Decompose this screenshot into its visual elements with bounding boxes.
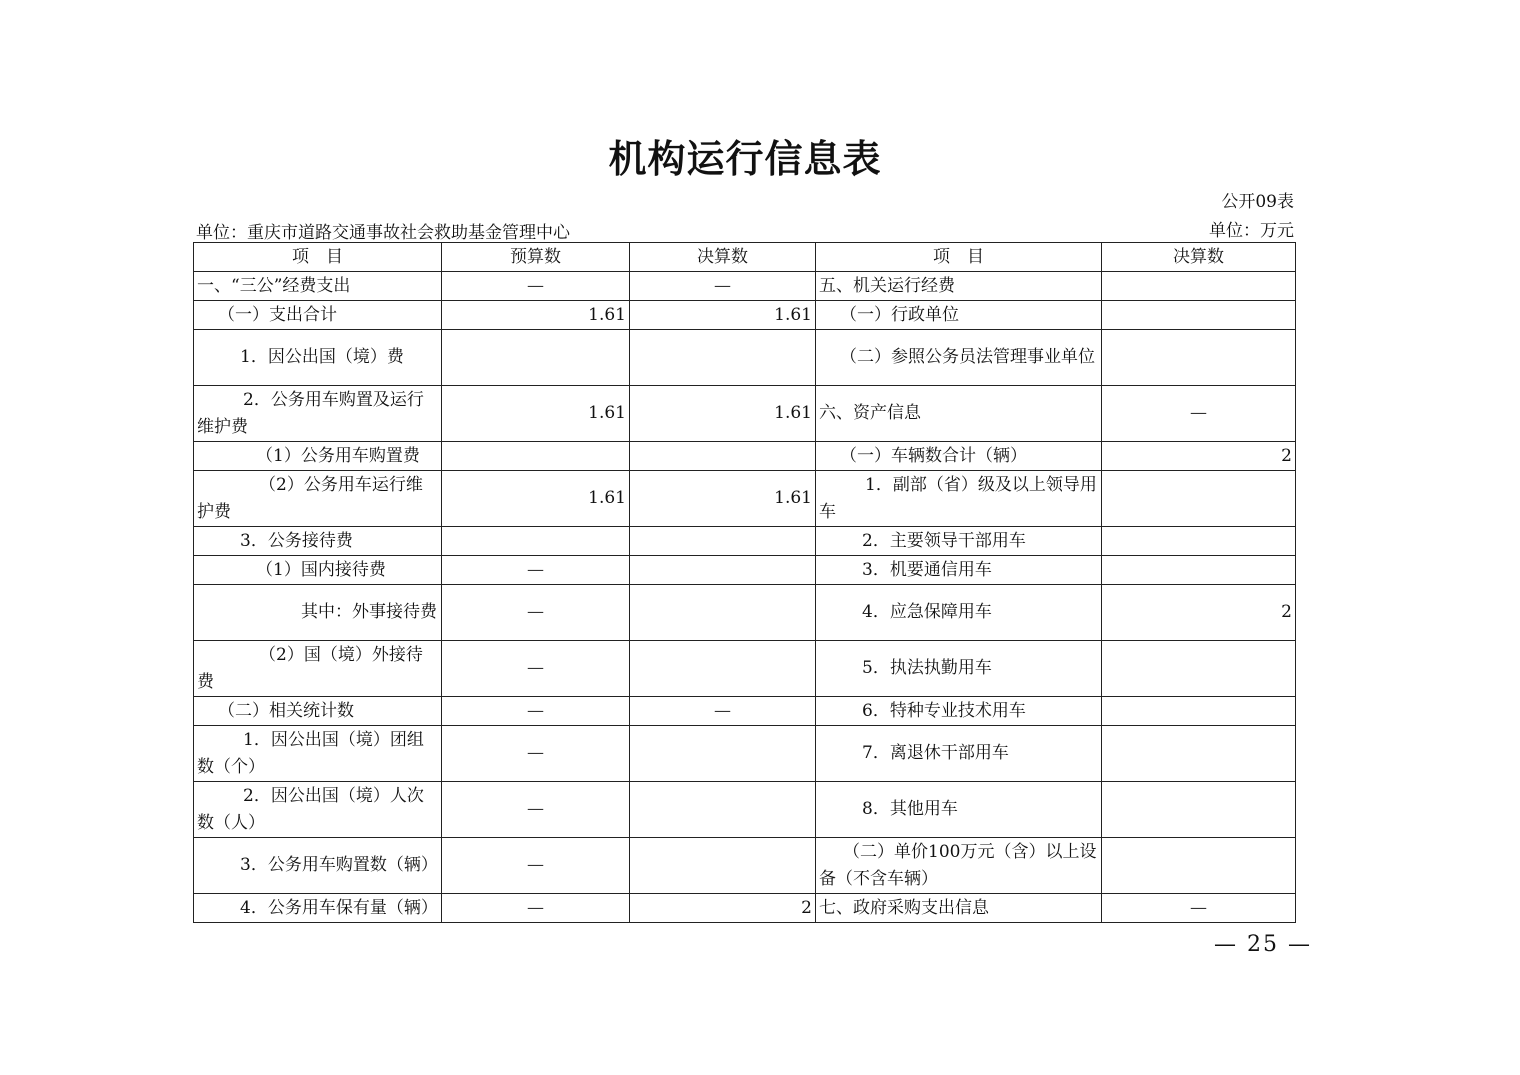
row-budget: — bbox=[442, 272, 630, 301]
table-row bbox=[194, 272, 1296, 301]
unit-currency: 单位：万元 bbox=[1209, 221, 1294, 241]
table-row bbox=[194, 386, 1296, 442]
row-final-right bbox=[1102, 726, 1296, 782]
row-label-right: 2．主要领导干部用车 bbox=[816, 527, 1102, 556]
row-final: 1.61 bbox=[630, 386, 816, 442]
table-header-row bbox=[194, 243, 1296, 272]
unit-organization: 单位：重庆市道路交通事故社会救助基金管理中心 bbox=[196, 223, 570, 243]
table-row bbox=[194, 527, 1296, 556]
table-row bbox=[194, 301, 1296, 330]
row-label-left: 2．公务用车购置及运行维护费 bbox=[194, 386, 442, 442]
row-label-left: 4．公务用车保有量（辆） bbox=[194, 894, 442, 923]
row-label-left: （2）国（境）外接待费 bbox=[194, 641, 442, 697]
row-final-right bbox=[1102, 556, 1296, 585]
row-final-right bbox=[1102, 471, 1296, 527]
row-label-right: （二）参照公务员法管理事业单位 bbox=[816, 330, 1102, 386]
row-final: 1.61 bbox=[630, 471, 816, 527]
row-budget: 1.61 bbox=[442, 301, 630, 330]
table-row bbox=[194, 641, 1296, 697]
row-final: — bbox=[630, 272, 816, 301]
header-item-right: 项 目 bbox=[816, 243, 1102, 272]
page-number: — 25 — bbox=[1214, 932, 1312, 957]
row-final-right bbox=[1102, 838, 1296, 894]
row-label-right: 4．应急保障用车 bbox=[816, 585, 1102, 641]
row-final bbox=[630, 442, 816, 471]
row-budget: — bbox=[442, 894, 630, 923]
row-label-right: 六、资产信息 bbox=[816, 386, 1102, 442]
row-label-right: 5．执法执勤用车 bbox=[816, 641, 1102, 697]
header-final-left: 决算数 bbox=[630, 243, 816, 272]
table-row bbox=[194, 838, 1296, 894]
row-budget: — bbox=[442, 726, 630, 782]
row-final-right: — bbox=[1102, 386, 1296, 442]
row-label-right: 七、政府采购支出信息 bbox=[816, 894, 1102, 923]
row-label-right: （一）车辆数合计（辆） bbox=[816, 442, 1102, 471]
row-final bbox=[630, 330, 816, 386]
row-budget: — bbox=[442, 782, 630, 838]
table-row bbox=[194, 585, 1296, 641]
row-final: 1.61 bbox=[630, 301, 816, 330]
row-final bbox=[630, 641, 816, 697]
row-final bbox=[630, 838, 816, 894]
row-budget: — bbox=[442, 838, 630, 894]
row-budget bbox=[442, 442, 630, 471]
row-label-right: 五、机关运行经费 bbox=[816, 272, 1102, 301]
row-final: 2 bbox=[630, 894, 816, 923]
row-label-right: （二）单价100万元（含）以上设备（不含车辆） bbox=[816, 838, 1102, 894]
row-final-right bbox=[1102, 641, 1296, 697]
table-row bbox=[194, 556, 1296, 585]
row-final-right bbox=[1102, 330, 1296, 386]
row-label-left: 其中：外事接待费 bbox=[194, 585, 442, 641]
row-label-right: 7．离退休干部用车 bbox=[816, 726, 1102, 782]
row-budget: 1.61 bbox=[442, 471, 630, 527]
row-budget: — bbox=[442, 556, 630, 585]
header-budget: 预算数 bbox=[442, 243, 630, 272]
row-label-right: 3．机要通信用车 bbox=[816, 556, 1102, 585]
row-label-left: （二）相关统计数 bbox=[194, 697, 442, 726]
row-budget bbox=[442, 330, 630, 386]
row-final-right: 2 bbox=[1102, 585, 1296, 641]
row-final bbox=[630, 527, 816, 556]
row-label-left: 一、“三公”经费支出 bbox=[194, 272, 442, 301]
row-final: — bbox=[630, 697, 816, 726]
row-label-left: （1）国内接待费 bbox=[194, 556, 442, 585]
form-number: 公开09表 bbox=[1221, 192, 1294, 212]
row-budget: 1.61 bbox=[442, 386, 630, 442]
row-final-right bbox=[1102, 697, 1296, 726]
row-label-left: 3．公务用车购置数（辆） bbox=[194, 838, 442, 894]
row-final-right bbox=[1102, 782, 1296, 838]
header-final-right: 决算数 bbox=[1102, 243, 1296, 272]
row-label-left: （一）支出合计 bbox=[194, 301, 442, 330]
table-row bbox=[194, 782, 1296, 838]
row-final bbox=[630, 726, 816, 782]
header-item-left: 项 目 bbox=[194, 243, 442, 272]
row-label-left: 3．公务接待费 bbox=[194, 527, 442, 556]
table-row bbox=[194, 726, 1296, 782]
table-row bbox=[194, 442, 1296, 471]
row-final bbox=[630, 782, 816, 838]
row-final-right: — bbox=[1102, 894, 1296, 923]
row-label-left: （1）公务用车购置费 bbox=[194, 442, 442, 471]
info-table bbox=[193, 242, 1296, 923]
row-label-left: 1．因公出国（境）团组数（个） bbox=[194, 726, 442, 782]
table-row bbox=[194, 697, 1296, 726]
row-label-left: 1．因公出国（境）费 bbox=[194, 330, 442, 386]
page-title: 机构运行信息表 bbox=[608, 137, 882, 181]
row-budget: — bbox=[442, 697, 630, 726]
row-final bbox=[630, 556, 816, 585]
row-final-right bbox=[1102, 301, 1296, 330]
table-row bbox=[194, 894, 1296, 923]
row-final-right: 2 bbox=[1102, 442, 1296, 471]
row-label-left: （2）公务用车运行维护费 bbox=[194, 471, 442, 527]
row-label-right: （一）行政单位 bbox=[816, 301, 1102, 330]
row-final-right bbox=[1102, 527, 1296, 556]
row-label-left: 2．因公出国（境）人次数（人） bbox=[194, 782, 442, 838]
table-row bbox=[194, 330, 1296, 386]
row-budget: — bbox=[442, 585, 630, 641]
row-label-right: 8．其他用车 bbox=[816, 782, 1102, 838]
table-row bbox=[194, 471, 1296, 527]
row-budget bbox=[442, 527, 630, 556]
row-label-right: 6．特种专业技术用车 bbox=[816, 697, 1102, 726]
row-final bbox=[630, 585, 816, 641]
row-label-right: 1．副部（省）级及以上领导用车 bbox=[816, 471, 1102, 527]
row-budget: — bbox=[442, 641, 630, 697]
row-final-right bbox=[1102, 272, 1296, 301]
